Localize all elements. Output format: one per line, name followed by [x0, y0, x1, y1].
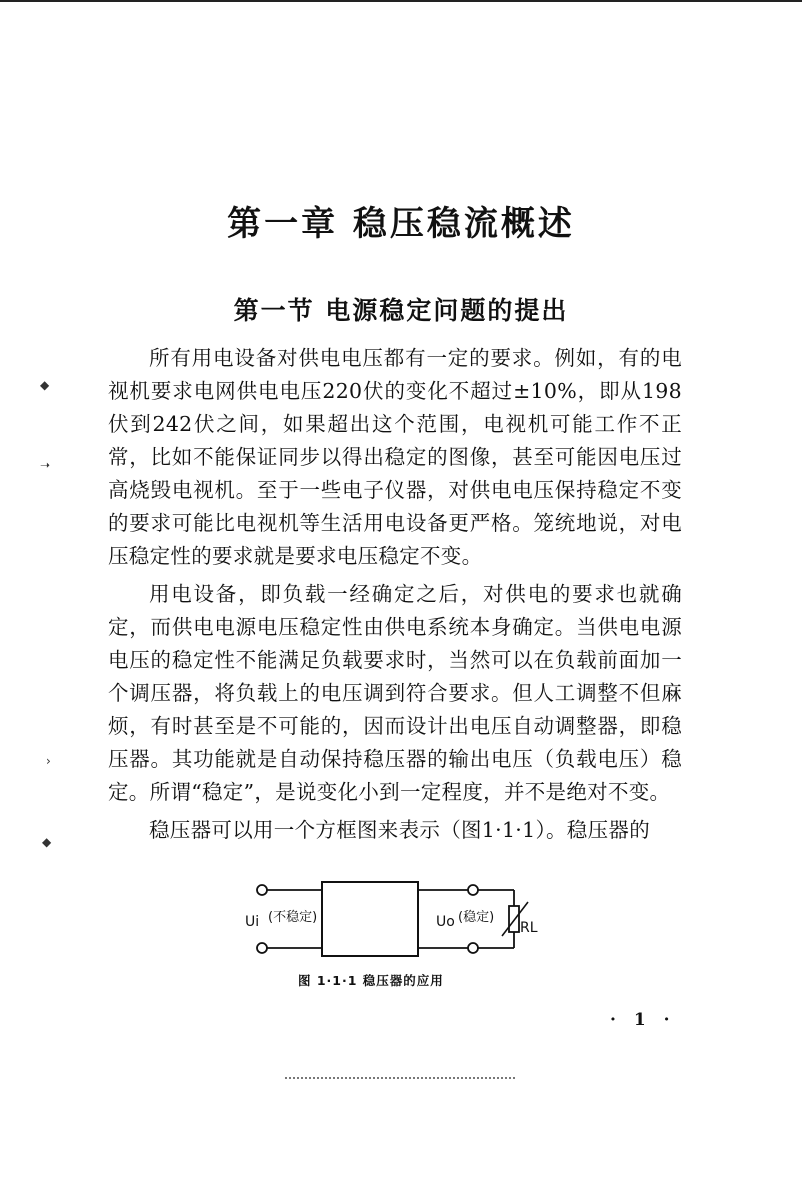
margin-dot-mark: ◆ — [40, 378, 50, 392]
output-terminal-top — [468, 885, 478, 895]
regulator-box — [322, 882, 418, 956]
paragraph-3: 稳压器可以用一个方框图来表示（图1·1·1）。稳压器的 — [149, 818, 651, 842]
page-number: · 1 · — [610, 1010, 676, 1030]
input-terminal-bottom — [257, 943, 267, 953]
paragraph-2: 用电设备，即负载一经确定之后，对供电的要求也就确定，而供电电源电压稳定性由供电系统本身确定。当供电电源电压的稳定性不能满足负载要求时，当然可以在负载前面加一个调压器，将负载上的电压调到符合要求。但人工调整不但麻烦，有时甚至是不可能的，因而设计出电压自动调整器，即稳压器。其功能就是自动保持稳压器的输出电压（负载电压）稳定。所谓“稳定”，是说变化小到一定程度，并不是绝对不变。 — [108, 582, 682, 804]
top-border-line — [0, 0, 802, 2]
paragraph-1: 所有用电设备对供电电压都有一定的要求。例如，有的电视机要求电网供电电压220伏的变化不超过±10%，即从198伏到242伏之间，如果超出这个范围，电视机可能工作不正常，比如不能保证同步以得出稳定的图像，甚至可能因电压过高烧毁电视机。至于一些电子仪器，对供电电压保持稳定不变的要求可能比电视机等生活用电设备更严格。笼统地说，对电压稳定性的要求就是要求电压稳定不变。 — [108, 346, 682, 568]
figure-caption: 图 1·1·1 稳压器的应用 — [298, 973, 444, 988]
margin-dash-mark: ➝ — [40, 458, 51, 472]
load-label: RL — [520, 920, 538, 936]
regulator-block-diagram — [240, 876, 560, 966]
input-note: (不稳定) — [268, 910, 318, 925]
output-terminal-bottom — [468, 943, 478, 953]
output-note: (稳定) — [458, 910, 495, 925]
bottom-smudge — [285, 1077, 515, 1079]
chapter-title: 第一章 稳压稳流概述 — [227, 204, 575, 244]
body-text — [108, 342, 682, 852]
input-voltage-label: Ui — [245, 914, 260, 930]
margin-dot-mark-2: › — [46, 754, 51, 768]
margin-dot-mark-3: ◆ — [42, 835, 52, 849]
section-title: 第一节 电源稳定问题的提出 — [233, 296, 569, 325]
input-terminal-top — [257, 885, 267, 895]
output-voltage-label: Uo — [436, 914, 455, 930]
